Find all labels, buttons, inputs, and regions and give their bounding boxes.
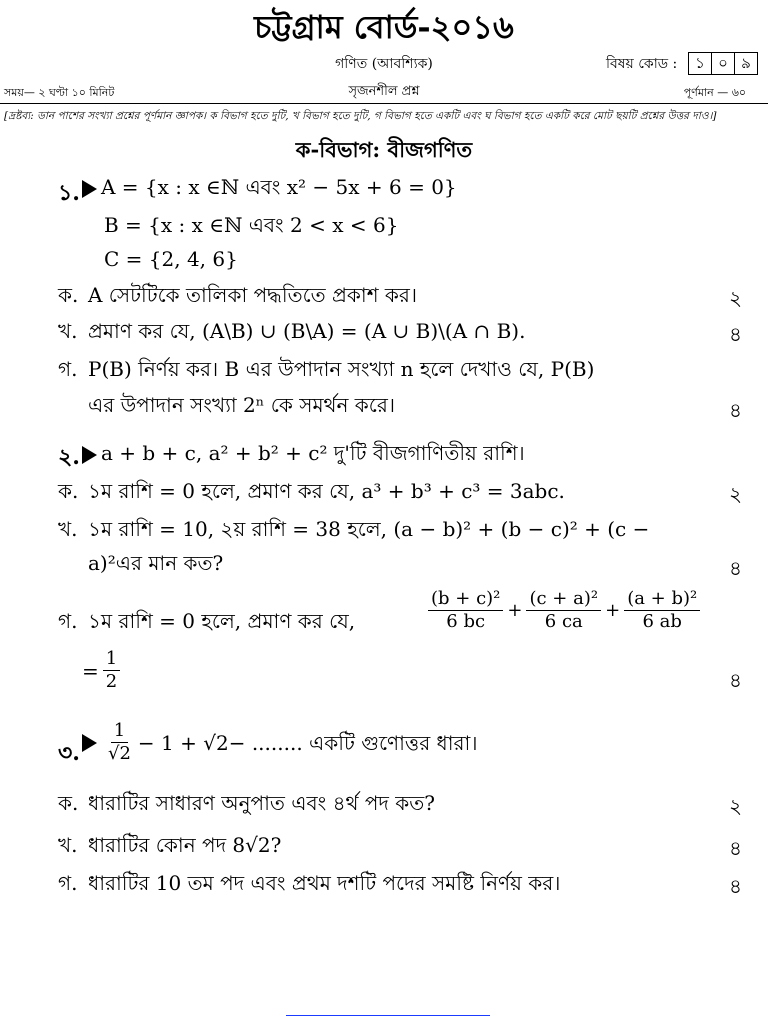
- equals-half: [82, 648, 124, 693]
- triangle-bullet-icon: [82, 446, 97, 464]
- subject-code-digit: ৯: [741, 54, 751, 72]
- set-c-definition: C = {2, 4, 6}: [104, 247, 238, 271]
- fraction: [105, 720, 134, 765]
- fraction: [526, 588, 601, 633]
- fraction-denominator: 6 ca: [544, 611, 583, 632]
- question-number: ২.: [58, 444, 80, 470]
- header-divider: [0, 103, 768, 104]
- question-text: ১ম রাশি = 10, ২য় রাশি = 38 হলে, (a − b)² + (b − c)² + (c −: [88, 517, 650, 541]
- fraction-denominator: √2: [108, 743, 131, 764]
- fraction-numerator: (c + a)²: [526, 588, 601, 611]
- sub-label: ক.: [58, 479, 79, 503]
- question-number: ১.: [58, 180, 80, 206]
- question-mark: ৪: [729, 322, 742, 346]
- set-a-definition: A = {x : x ∈ℕ এবং x² − 5x + 6 = 0}: [101, 175, 457, 199]
- subject-code-digit: ১: [689, 53, 712, 74]
- fraction: [428, 588, 503, 633]
- fraction: [624, 588, 700, 633]
- question-mark: ৪: [729, 668, 742, 692]
- fraction-sum: [424, 588, 704, 633]
- page-title: চট্টগ্রাম বোর্ড-২০১৬: [254, 8, 514, 46]
- fraction-denominator: 2: [105, 671, 118, 692]
- question-text: ধারাটির কোন পদ 8√2?: [88, 833, 282, 857]
- question-number: ৩.: [58, 740, 80, 766]
- question-text: ধারাটির সাধারণ অনুপাত এবং ৪র্থ পদ কত?: [88, 791, 436, 815]
- triangle-bullet-icon: [82, 734, 97, 752]
- equals-sign: =: [82, 658, 99, 683]
- plus-sign: +: [605, 600, 621, 621]
- question-type: সৃজনশীল প্রশ্ন: [348, 84, 420, 99]
- fraction-numerator: (b + c)²: [428, 588, 503, 611]
- question-stem: [82, 440, 525, 466]
- fraction-denominator: 6 ab: [642, 611, 682, 632]
- fraction-denominator: 6 bc: [446, 611, 486, 632]
- triangle-bullet-icon: [82, 180, 97, 198]
- sub-label: খ.: [58, 319, 78, 343]
- question-text: ধারাটির 10 তম পদ এবং প্রথম দশটি পদের সমষ্টি নির্ণয় কর।: [88, 871, 561, 895]
- question-text: a)²এর মান কত?: [88, 551, 224, 575]
- question-text: এর উপাদান সংখ্যা 2ⁿ কে সমর্থন করে।: [88, 393, 395, 417]
- question-mark: ৪: [729, 398, 742, 422]
- sub-label: ক.: [58, 791, 79, 815]
- bottom-underline: [286, 1015, 490, 1016]
- question-mark: ২: [728, 286, 742, 310]
- full-marks: পূর্ণমান — ৬০: [683, 86, 746, 99]
- question-stem: [82, 174, 457, 200]
- sub-label: খ.: [58, 833, 78, 857]
- plus-sign: +: [507, 600, 523, 621]
- instruction-note: [দ্রষ্টব্য: ডান পাশের সংখ্যা প্রশ্নের পূর্ণমান জ্ঞাপক। ক বিভাগ হতে দুটি, খ বিভাগ হতে দুটি, গ বিভাগ হতে একটি এবং ঘ বিভাগ হতে একটি করে মোট ছয়টি প্রশ্নের উত্তর দাও।]: [4, 110, 717, 122]
- question-text: ১ম রাশি = 0 হলে, প্রমাণ কর যে,: [88, 609, 356, 633]
- sub-label: গ.: [58, 871, 78, 895]
- subject-name: গণিত (আবশ্যিক): [335, 56, 433, 72]
- stem-text: a + b + c, a² + b² + c² দু'টি বীজগাণিতীয় রাশি।: [101, 441, 525, 465]
- question-text: ১ম রাশি = 0 হলে, প্রমাণ কর যে, a³ + b³ + c³ = 3abc.: [88, 479, 565, 503]
- exam-time: সময়— ২ ঘণ্টা ১০ মিনিট: [4, 86, 115, 99]
- question-mark: ৪: [729, 836, 742, 860]
- fraction-numerator: (a + b)²: [624, 588, 700, 611]
- sub-label: গ.: [58, 609, 78, 633]
- question-stem: [82, 720, 478, 765]
- sub-label: ক.: [58, 283, 79, 307]
- set-b-definition: B = {x : x ∈ℕ এবং 2 < x < 6}: [104, 213, 399, 237]
- fraction-numerator: 1: [103, 648, 120, 671]
- question-text: P(B) নির্ণয় কর। B এর উপাদান সংখ্যা n হলে দেখাও যে, P(B): [88, 357, 595, 381]
- stem-text: − 1 + √2− ........ একটি গুণোত্তর ধারা।: [137, 730, 478, 755]
- question-mark: ২: [728, 794, 742, 818]
- question-text: প্রমাণ কর যে, (A\B) ∪ (B\A) = (A ∪ B)\(A ∩ B).: [88, 319, 526, 343]
- subject-code-digit: ০: [712, 53, 735, 74]
- question-mark: ৪: [729, 874, 742, 898]
- question-text: A সেটটিকে তালিকা পদ্ধতিতে প্রকাশ কর।: [88, 283, 418, 307]
- fraction-numerator: 1: [111, 720, 128, 743]
- sub-label: গ.: [58, 357, 78, 381]
- question-mark: ২: [728, 482, 742, 506]
- sub-label: খ.: [58, 517, 78, 541]
- question-mark: ৪: [729, 556, 742, 580]
- fraction: [103, 648, 120, 693]
- subject-code-boxes: [688, 52, 758, 75]
- subject-code-label: বিষয় কোড :: [606, 56, 678, 72]
- section-title: ক-বিভাগ: বীজগণিত: [295, 137, 473, 162]
